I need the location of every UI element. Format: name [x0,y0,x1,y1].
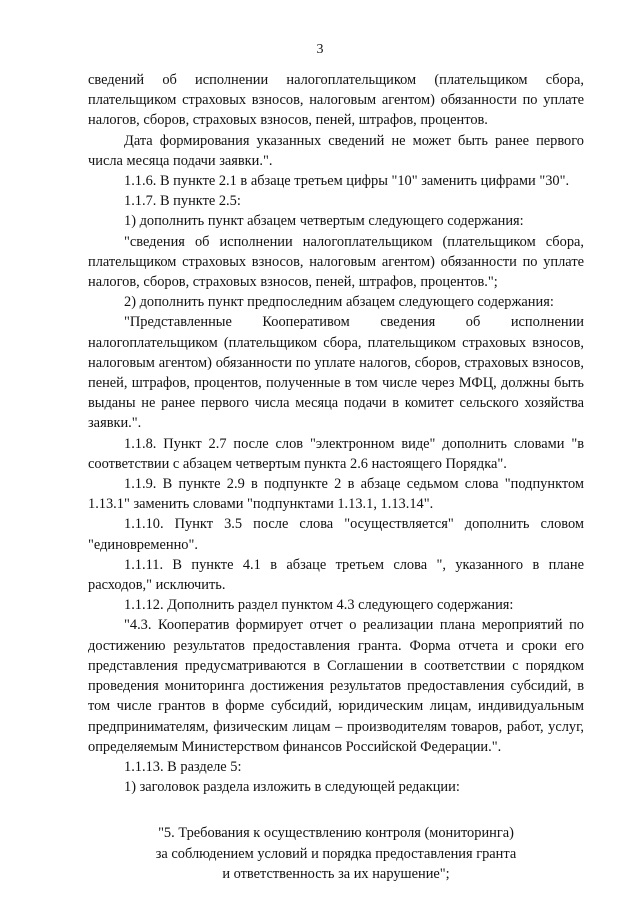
paragraph: 1.1.8. Пункт 2.7 после слов "электронном виде" дополнить словами "в соответствии с абзацем четвертым пункта 2.6 настоящего Порядка". [88,435,584,472]
paragraph: Дата формирования указанных сведений не может быть ранее первого числа месяца подачи заявки.". [88,132,584,169]
document-body [88,70,584,884]
paragraph: 1) заголовок раздела изложить в следующей редакции: [124,779,460,796]
section-title-line: и ответственность за их нарушение"; [222,865,450,882]
paragraph: 1) дополнить пункт абзацем четвертым следующего содержания: [124,213,524,230]
section-title [88,823,584,884]
paragraph: 1.1.9. В пункте 2.9 в подпункте 2 в абзаце седьмом слова "подпунктом 1.13.1" заменить словами "подпунктами 1.13.1, 1.13.14". [88,476,584,513]
paragraph: 1.1.13. В разделе 5: [124,758,242,775]
paragraph: 1.1.6. В пункте 2.1 в абзаце третьем цифры "10" заменить цифрами "30". [124,173,570,190]
paragraph: 1.1.7. В пункте 2.5: [124,193,241,210]
paragraph: "Представленные Кооперативом сведения об исполнении налогоплательщиком (плательщиком сбора, плательщиком страховых взносов, налоговым агентом) обязанности по уплате налогов, сборов, страховых взносов, пеней, штрафов, процентов, полученные в том числе через МФЦ, должны быть выданы не ранее первого числа месяца подачи в комитет сельского хозяйства заявки.". [88,314,584,432]
section-title-line: "5. Требования к осуществлению контроля (мониторинга) [158,825,514,842]
section-title-line: за соблюдением условий и порядка предоставления гранта [155,845,517,862]
paragraph: "сведения об исполнении налогоплательщиком (плательщиком сбора, плательщиком страховых взносов, налоговым агентом) обязанности по уплате налогов, сборов, страховых взносов, пеней, штрафов, процентов."; [88,233,584,291]
paragraph: 1.1.10. Пункт 3.5 после слова "осуществляется" дополнить словом "единовременно". [88,516,584,553]
paragraph: 1.1.12. Дополнить раздел пунктом 4.3 следующего содержания: [124,597,514,614]
paragraph: "4.3. Кооператив формирует отчет о реализации плана мероприятий по достижению результатов предоставления гранта. Форма отчета и сроки его представления предусматриваются в Соглашении в соответствии с порядком проведения мониторинга достижения результатов предоставления субсидий, в том числе грантов в форме субсидий, юридическим лицам, индивидуальным предпринимателям, физическим лицам – производителям товаров, работ, услуг, определяемым Министерством финансов Российской Федерации.". [88,617,584,755]
page-number: 3 [316,42,324,57]
paragraph: 2) дополнить пункт предпоследним абзацем следующего содержания: [124,294,554,311]
paragraph: 1.1.11. В пункте 4.1 в абзаце третьем слова ", указанного в плане расходов," исключить. [88,556,584,594]
paragraph: сведений об исполнении налогоплательщиком (плательщиком сбора, плательщиком страховых взносов, налоговым агентом) обязанности по уплате налогов, сборов, страховых взносов, пеней, штрафов, процентов. [88,72,584,129]
